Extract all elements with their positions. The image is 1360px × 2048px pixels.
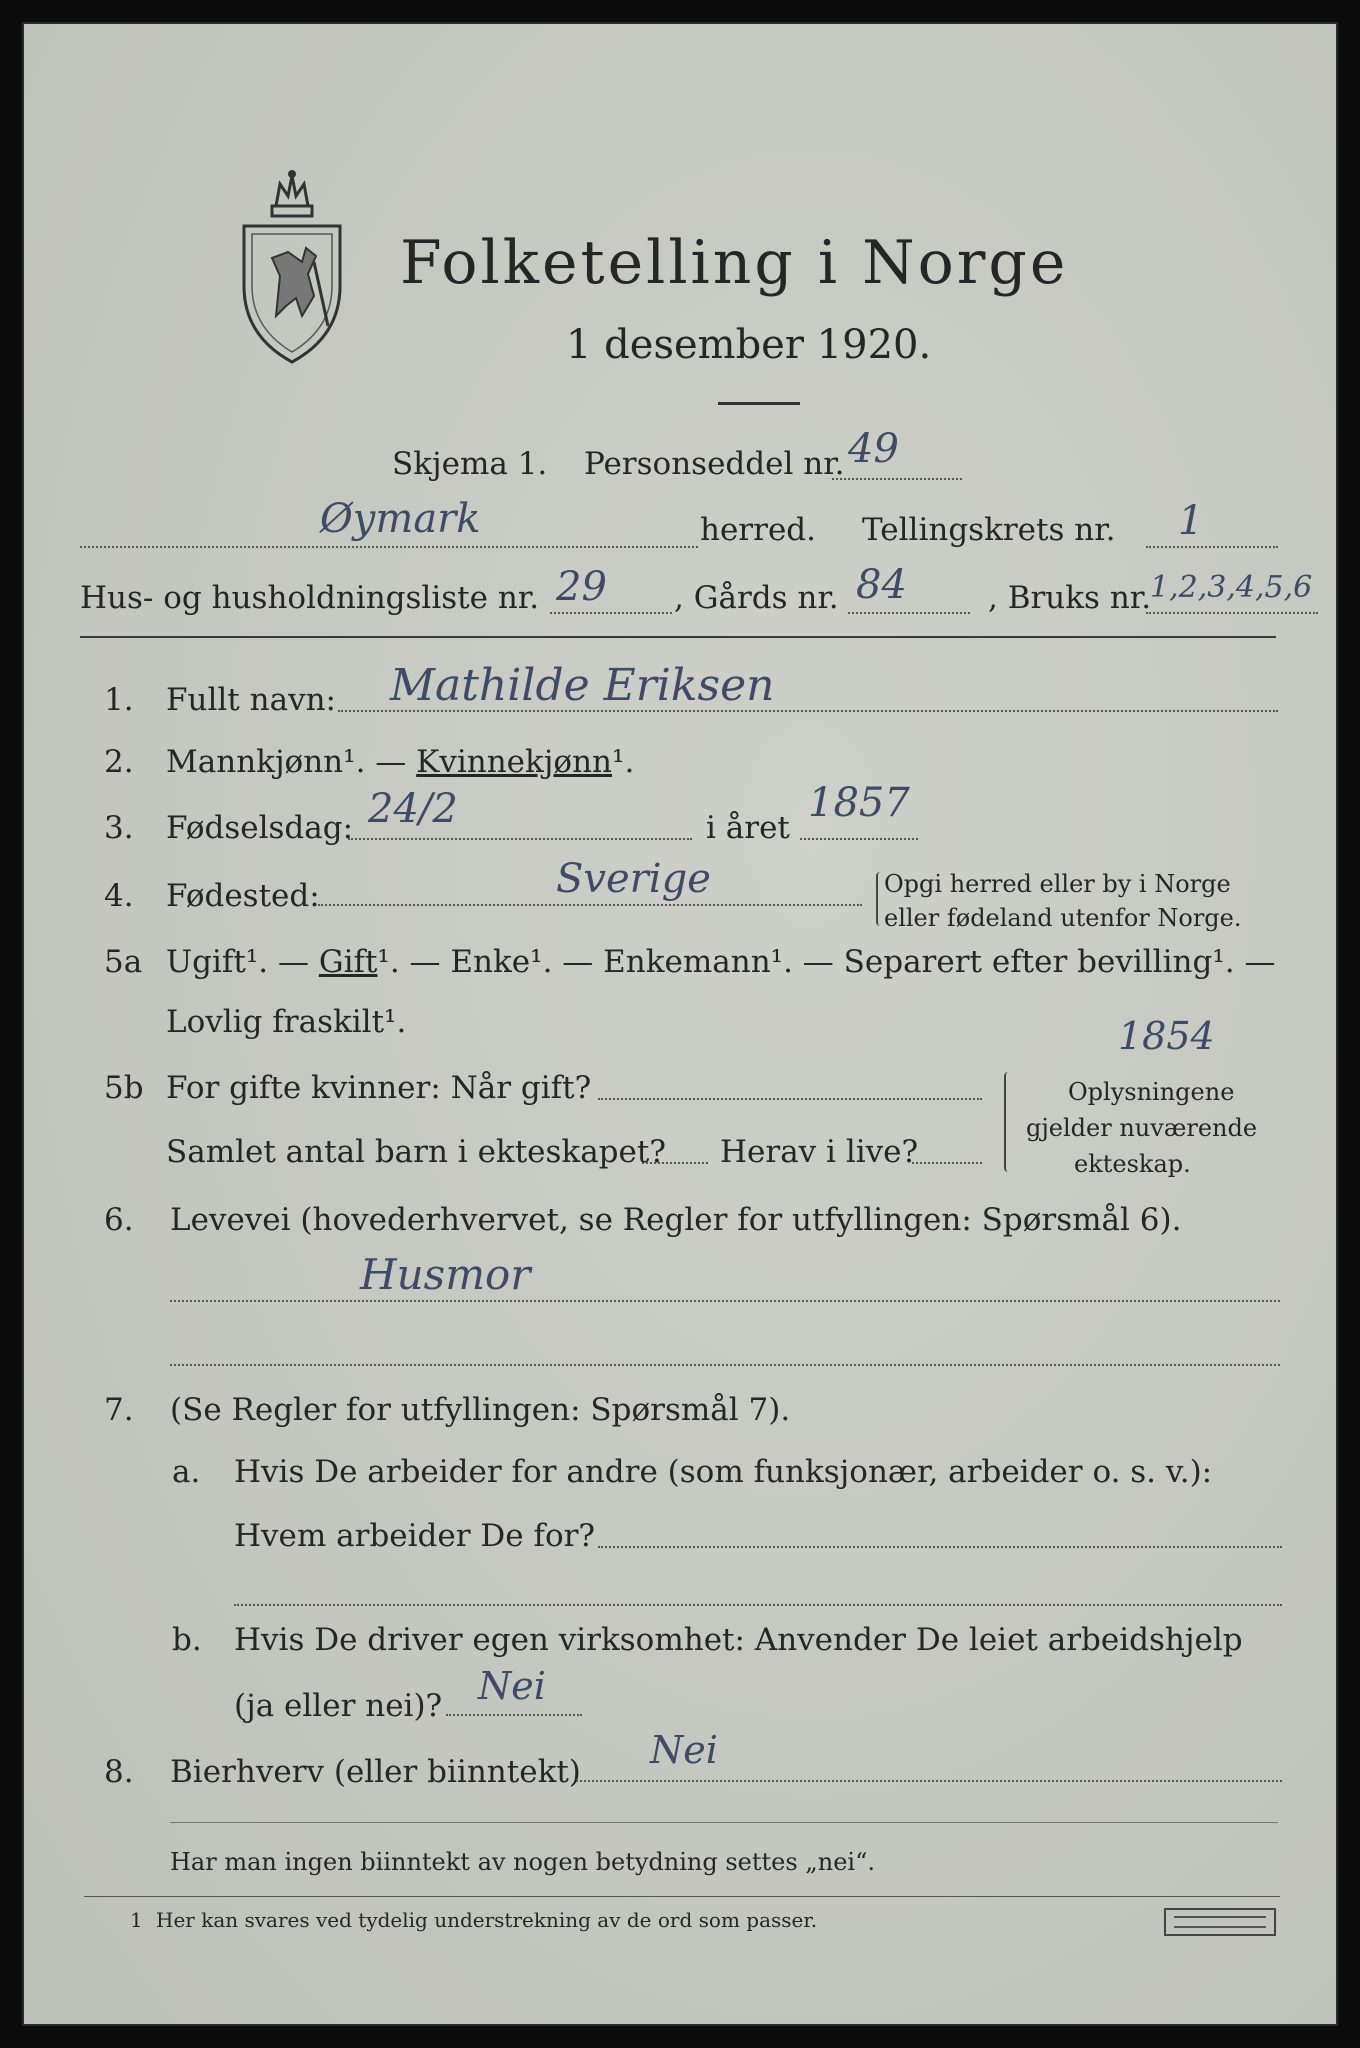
- full-name-value: Mathilde Eriksen: [390, 660, 775, 711]
- q5b-note-2: gjelder nuværende: [1026, 1114, 1258, 1142]
- q5a-line1: [166, 944, 1275, 980]
- q5b-line-1: [598, 1098, 982, 1100]
- q2-dash: —: [375, 744, 407, 780]
- q3-label: Fødselsdag:: [166, 810, 354, 846]
- q8-line: [576, 1780, 1282, 1782]
- year-line: [800, 838, 918, 840]
- footer-divider: [170, 1822, 1278, 1823]
- gards-line: [848, 612, 970, 614]
- q2-label: [166, 744, 634, 780]
- census-date: 1 desember 1920.: [566, 322, 932, 368]
- gards-value: 84: [856, 562, 907, 608]
- q7a-question: Hvem arbeider De for?: [234, 1518, 596, 1554]
- q4-note-1: Opgi herred eller by i Norge: [884, 870, 1231, 898]
- q8-label: Bierhverv (eller biinntekt): [170, 1754, 581, 1790]
- title-divider: [718, 402, 800, 405]
- q1-number: 1.: [104, 682, 134, 718]
- header-divider: [80, 636, 1276, 638]
- q3-line: [348, 838, 692, 840]
- q7b-line: [446, 1714, 582, 1716]
- q4-label: Fødested:: [166, 878, 320, 914]
- q7-number: 7.: [104, 1392, 134, 1428]
- birth-date-value: 24/2: [368, 786, 458, 832]
- q7b-question: (ja eller nei)?: [234, 1688, 443, 1724]
- birthplace-value: Sverige: [556, 856, 711, 902]
- hus-line: [550, 612, 672, 614]
- q5a-ugift: Ugift¹. —: [166, 944, 319, 980]
- footnote-divider: [84, 1896, 1280, 1897]
- herred-line: [80, 546, 698, 548]
- q7b-label: Hvis De driver egen virksomhet: Anvender De leiet arbeidshjelp: [234, 1622, 1243, 1658]
- q5b-line-3: [912, 1162, 982, 1164]
- hus-label: Hus- og husholdningsliste nr.: [80, 580, 540, 616]
- footnote-text: Her kan svares ved tydelig understrekning av de ord som passer.: [156, 1908, 818, 1932]
- q5b-label-1: For gifte kvinner: Når gift?: [166, 1070, 592, 1106]
- q7a-line-1: [598, 1546, 1282, 1548]
- q6-label: Levevei (hovederhvervet, se Regler for utfyllingen: Spørsmål 6).: [170, 1202, 1182, 1238]
- q5a-line2: Lovlig fraskilt¹.: [166, 1004, 407, 1040]
- q5b-label-2: Samlet antal barn i ekteskapet?: [166, 1134, 666, 1170]
- q6-line-2: [170, 1364, 1280, 1366]
- gards-label: , Gårds nr.: [674, 580, 839, 616]
- q4-brace: [876, 872, 884, 926]
- female-option-sup: ¹.: [612, 744, 635, 780]
- tellingskrets-value: 1: [1178, 498, 1204, 544]
- personseddel-line: [832, 478, 962, 480]
- personseddel-value: 49: [848, 426, 899, 472]
- footnote-mark: 1: [130, 1908, 143, 1932]
- tellingskrets-line: [1146, 546, 1278, 548]
- skjema-label: Skjema 1.: [392, 446, 548, 482]
- bruks-line: [1146, 612, 1318, 614]
- year-label: i året: [706, 810, 790, 846]
- q4-line: [318, 904, 862, 906]
- q7-label: (Se Regler for utfyllingen: Spørsmål 7).: [170, 1392, 791, 1428]
- side-income-value: Nei: [650, 1728, 718, 1772]
- page-title: Folketelling i Norge: [400, 228, 1069, 298]
- q6-line-1: [170, 1300, 1280, 1302]
- personseddel-label: Personseddel nr.: [584, 446, 845, 482]
- occupation-value: Husmor: [360, 1250, 531, 1299]
- q8-number: 8.: [104, 1754, 134, 1790]
- q5b-label-3: Herav i live?: [720, 1134, 919, 1170]
- q5b-note-3: ekteskap.: [1074, 1150, 1191, 1178]
- printer-stamp-icon: [1164, 1908, 1276, 1936]
- male-option: Mannkjønn¹.: [166, 744, 366, 780]
- coat-of-arms-icon: [236, 166, 348, 366]
- female-option: Kvinnekjønn: [416, 744, 613, 780]
- q7b-number: b.: [172, 1622, 202, 1658]
- q5a-gift: Gift: [318, 944, 378, 980]
- q1-label: Fullt navn:: [166, 682, 336, 718]
- q5b-line-2: [642, 1162, 708, 1164]
- q3-number: 3.: [104, 810, 134, 846]
- birth-year-value: 1857: [808, 780, 910, 826]
- marriage-year-annotation: 1854: [1118, 1014, 1215, 1058]
- q5a-rest: ¹. — Enke¹. — Enkemann¹. — Separert efter bevilling¹. —: [377, 944, 1276, 980]
- q4-note-2: eller fødeland utenfor Norge.: [884, 904, 1242, 932]
- hired-help-value: Nei: [478, 1664, 546, 1708]
- tellingskrets-label: Tellingskrets nr.: [862, 512, 1116, 548]
- q5b-number: 5b: [104, 1070, 144, 1106]
- herred-value: Øymark: [320, 496, 481, 542]
- q7a-number: a.: [172, 1454, 201, 1490]
- q5b-brace: [1004, 1072, 1012, 1172]
- hus-value: 29: [556, 564, 607, 610]
- herred-label: herred.: [700, 512, 816, 548]
- q6-number: 6.: [104, 1202, 134, 1238]
- q5a-number: 5a: [104, 944, 143, 980]
- q7a-line-2: [234, 1604, 1282, 1606]
- q4-number: 4.: [104, 878, 134, 914]
- footer-note: Har man ingen biinntekt av nogen betydning settes „nei“.: [170, 1848, 875, 1876]
- q7a-label: Hvis De arbeider for andre (som funksjonær, arbeider o. s. v.):: [234, 1454, 1213, 1490]
- q5b-note-1: Oplysningene: [1068, 1078, 1235, 1106]
- q2-number: 2.: [104, 744, 134, 780]
- bruks-value: 1,2,3,4,5,6: [1150, 570, 1313, 605]
- bruks-label: , Bruks nr.: [988, 580, 1152, 616]
